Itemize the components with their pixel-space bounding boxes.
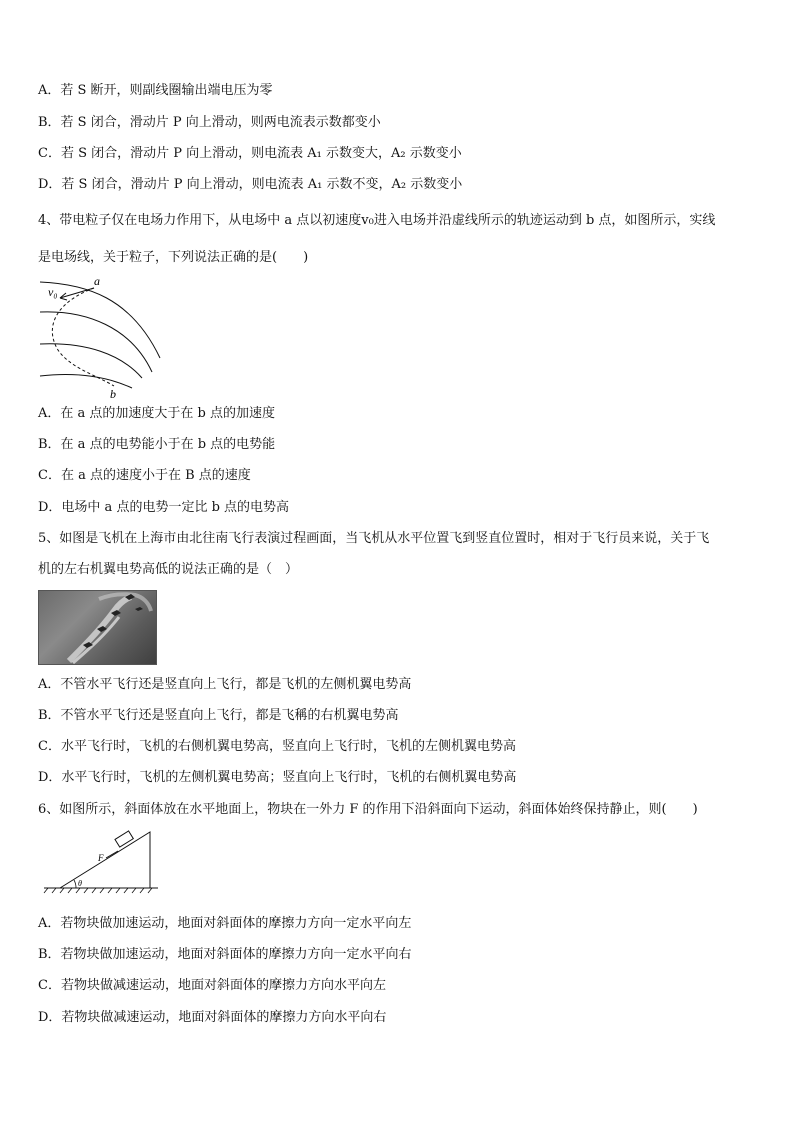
q3-option-c: C．若 S 闭合，滑动片 P 向上滑动，则电流表 A₁ 示数变大，A₂ 示数变小 (38, 146, 462, 161)
q5-option-a: A．不管水平飞行还是竖直向上飞行，都是飞机的左侧机翼电势高 (38, 677, 412, 692)
q6-option-d: D．若物块做减速运动，地面对斜面体的摩擦力方向水平向右 (38, 1010, 387, 1025)
q5-option-d: D．水平飞行时，飞机的左侧机翼电势高；竖直向上飞行时，飞机的右侧机翼电势高 (38, 770, 517, 785)
q6-option-a: A．若物块做加速运动，地面对斜面体的摩擦力方向一定水平向左 (38, 916, 412, 931)
q3-option-a: A．若 S 断开，则副线圈输出端电压为零 (38, 83, 273, 98)
q3-option-d: D．若 S 闭合，滑动片 P 向上滑动，则电流表 A₁ 示数不变，A₂ 示数变小 (38, 177, 463, 192)
electric-field-figure (36, 272, 166, 402)
label-theta: θ (78, 879, 82, 888)
label-F: F (98, 853, 104, 863)
q4-option-c: C．在 a 点的速度小于在 B 点的速度 (38, 468, 251, 483)
q5-option-c: C．水平飞行时，飞机的右侧机翼电势高，竖直向上飞行时，飞机的左侧机翼电势高 (38, 739, 516, 754)
field-line-4 (40, 375, 132, 389)
incline-figure (40, 828, 160, 898)
q4-option-d: D．电场中 a 点的电势一定比 b 点的电势高 (38, 500, 290, 515)
label-b: b (110, 387, 116, 401)
force-arrow (106, 851, 118, 858)
q4-option-b: B．在 a 点的电势能小于在 b 点的电势能 (38, 437, 276, 452)
angle-arc (74, 880, 76, 888)
q5-option-b: B．不管水平飞行还是竖直向上飞行，都是飞稱的右机翼电势高 (38, 708, 399, 723)
ground-hatching (44, 888, 152, 893)
incline-triangle (60, 832, 150, 888)
q5-stem-line1: 5、如图是飞机在上海市由北往南飞行表演过程画面，当飞机从水平位置飞到竖直位置时，相对于飞行员来说，关于飞 (38, 531, 710, 546)
airplanes-smoke-image (39, 591, 156, 664)
trajectory-dashed (52, 288, 114, 386)
q4-stem-line2: 是电场线，关于粒子，下列说法正确的是( ) (38, 250, 309, 265)
q4-stem-line1: 4、带电粒子仅在电场力作用下，从电场中 a 点以初速度v₀进入电场并沿虚线所示的轨迹运动到 b 点，如图所示，实线 (38, 213, 716, 228)
q5-stem-line2: 机的左右机翼电势高低的说法正确的是（ ） (38, 562, 299, 577)
airshow-photo (38, 590, 157, 665)
label-v0: v₀ (48, 285, 58, 299)
field-line-1 (40, 282, 160, 358)
field-line-3 (40, 344, 142, 378)
q4-option-a: A．在 a 点的加速度大于在 b 点的加速度 (38, 406, 275, 421)
q6-option-c: C．若物块做减速运动，地面对斜面体的摩擦力方向水平向左 (38, 978, 386, 993)
label-a: a (94, 274, 100, 288)
q6-stem-line1: 6、如图所示，斜面体放在水平地面上，物块在一外力 F 的作用下沿斜面向下运动，斜面体始终保持静止，则( ) (38, 802, 698, 817)
q3-option-b: B．若 S 闭合，滑动片 P 向上滑动，则两电流表示数都变小 (38, 115, 381, 130)
q6-option-b: B．若物块做加速运动，地面对斜面体的摩擦力方向一定水平向右 (38, 947, 412, 962)
